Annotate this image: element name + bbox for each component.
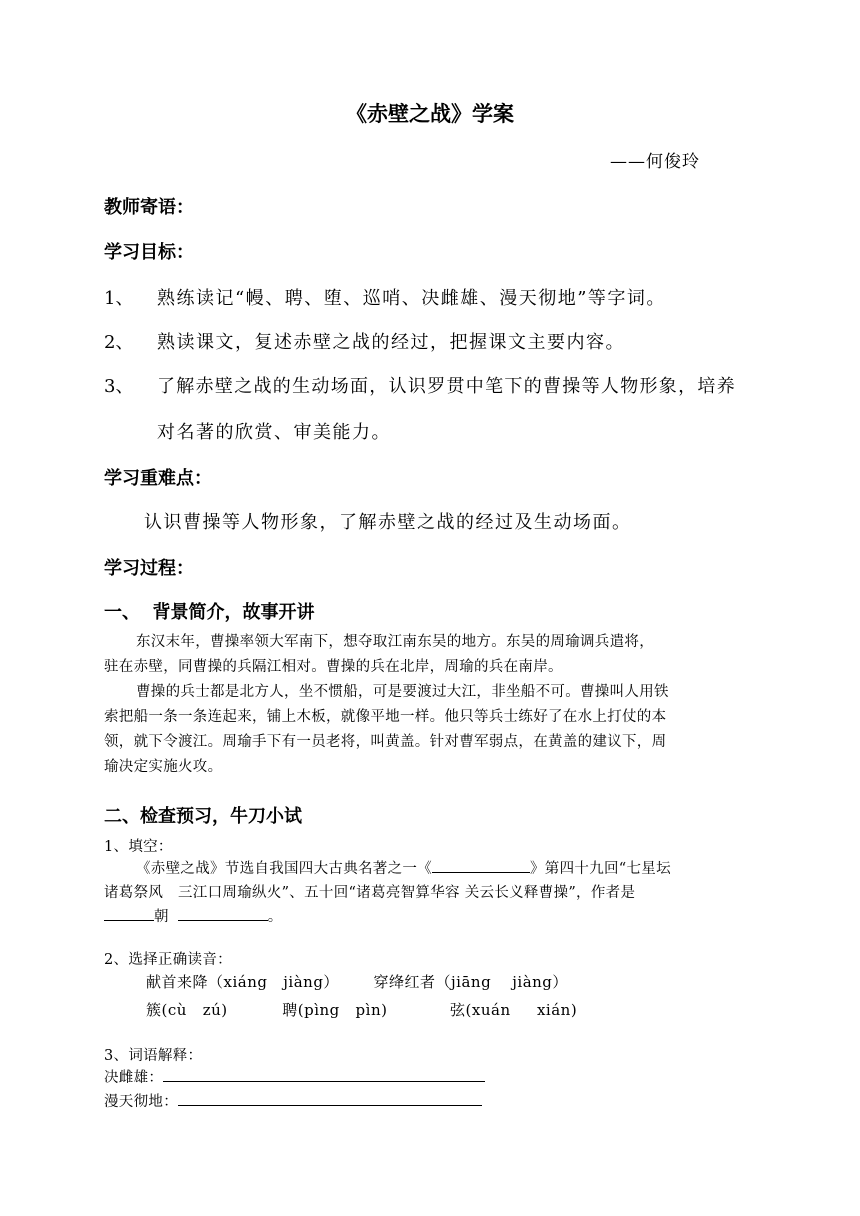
pronunciation-row-2 bbox=[146, 998, 577, 1023]
pinyin-options[interactable]: （xiáng jiàng） bbox=[208, 973, 339, 991]
fill-blank-text: 》第四十九回“七星坛 bbox=[530, 861, 671, 877]
word-item: 穿绛红者 bbox=[373, 973, 436, 991]
pinyin-options[interactable]: (pìng pìn) bbox=[297, 1001, 388, 1019]
background-paragraph-1 bbox=[104, 630, 756, 680]
fill-blank-label: 1、填空： bbox=[104, 839, 173, 855]
pinyin-options[interactable]: (xuán xián) bbox=[465, 1001, 578, 1019]
definition-answer-line[interactable] bbox=[178, 1090, 482, 1106]
paragraph-line: 驻在赤壁，同曹操的兵隔江相对。曹操的兵在北岸，周瑜的兵在南岸。 bbox=[104, 659, 563, 675]
goal-2-text: 熟读课文，复述赤壁之战的经过，把握课文主要内容。 bbox=[157, 332, 625, 353]
background-paragraph-2 bbox=[104, 680, 756, 780]
goal-1-number: 1、 bbox=[104, 288, 134, 309]
fill-blank-line-2: 诸葛祭风 三江口周瑜纵火”、五十回“诸葛亮智算华容 关云长义释曹操”，作者是 bbox=[104, 885, 636, 901]
key-points-heading: 学习重难点： bbox=[104, 468, 212, 489]
dynasty-suffix: 朝 bbox=[154, 909, 169, 925]
process-heading: 学习过程： bbox=[104, 558, 194, 579]
goal-2-number: 2、 bbox=[104, 332, 134, 353]
teacher-words-heading: 教师寄语： bbox=[104, 197, 194, 218]
book-title-blank[interactable] bbox=[432, 857, 530, 873]
definition-item-2 bbox=[104, 1090, 482, 1115]
fill-blank-line-3 bbox=[104, 905, 283, 930]
paragraph-line: 领，就下令渡江。周瑜手下有一员老将，叫黄盖。针对曹军弱点，在黄盖的建议下，周 bbox=[104, 734, 667, 750]
definition-term: 漫天彻地： bbox=[104, 1094, 178, 1110]
dynasty-blank[interactable] bbox=[104, 905, 154, 921]
section-2-heading: 二、检查预习，牛刀小试 bbox=[104, 806, 302, 827]
word-item: 聘 bbox=[282, 1001, 298, 1019]
paragraph-line: 索把船一条一条连起来，铺上木板，就像平地一样。他只等兵士练好了在水上打仗的本 bbox=[104, 709, 667, 725]
pinyin-options[interactable]: (cù zú) bbox=[161, 1001, 228, 1019]
pronunciation-row-1 bbox=[146, 970, 568, 995]
section-1-heading: 一、 背景简介，故事开讲 bbox=[104, 602, 315, 623]
goals-heading: 学习目标： bbox=[104, 242, 194, 263]
fill-blank-text: 《赤壁之战》节选自我国四大古典名著之一《 bbox=[136, 861, 432, 877]
definition-answer-line[interactable] bbox=[163, 1066, 485, 1082]
definition-term: 决雌雄： bbox=[104, 1070, 164, 1086]
goal-3-text-continued: 对名著的欣赏、审美能力。 bbox=[157, 422, 391, 443]
goal-3-text: 了解赤壁之战的生动场面，认识罗贯中笔下的曹操等人物形象，培养 bbox=[157, 376, 736, 397]
page-title: 《赤壁之战》学案 bbox=[346, 101, 514, 126]
word-item: 簇 bbox=[146, 1001, 162, 1019]
fill-blank-end: 。 bbox=[267, 909, 283, 925]
pronunciation-label: 2、选择正确读音： bbox=[104, 952, 232, 968]
fill-blank-line-1 bbox=[136, 857, 671, 882]
paragraph-line: 东汉末年，曹操率领大军南下，想夺取江南东吴的地方。东吴的周瑜调兵遣将， bbox=[136, 634, 654, 650]
author-line: ——何俊玲 bbox=[610, 152, 700, 172]
paragraph-line: 曹操的兵士都是北方人，坐不惯船，可是要渡过大江，非坐船不可。曹操叫人用铁 bbox=[136, 684, 669, 700]
word-item: 献首来降 bbox=[146, 973, 209, 991]
goal-3-number: 3、 bbox=[104, 376, 134, 397]
definition-item-1 bbox=[104, 1066, 485, 1091]
author-blank[interactable] bbox=[178, 905, 268, 921]
key-points-text: 认识曹操等人物形象，了解赤壁之战的经过及生动场面。 bbox=[144, 512, 632, 533]
word-item: 弦 bbox=[450, 1001, 466, 1019]
paragraph-line: 瑜决定实施火攻。 bbox=[104, 759, 223, 775]
definition-label: 3、词语解释： bbox=[104, 1048, 203, 1064]
goal-1-text: 熟练读记“幔、聘、堕、巡哨、决雌雄、漫天彻地”等字词。 bbox=[157, 288, 666, 309]
pinyin-options[interactable]: （jiāng jiàng） bbox=[435, 973, 568, 991]
